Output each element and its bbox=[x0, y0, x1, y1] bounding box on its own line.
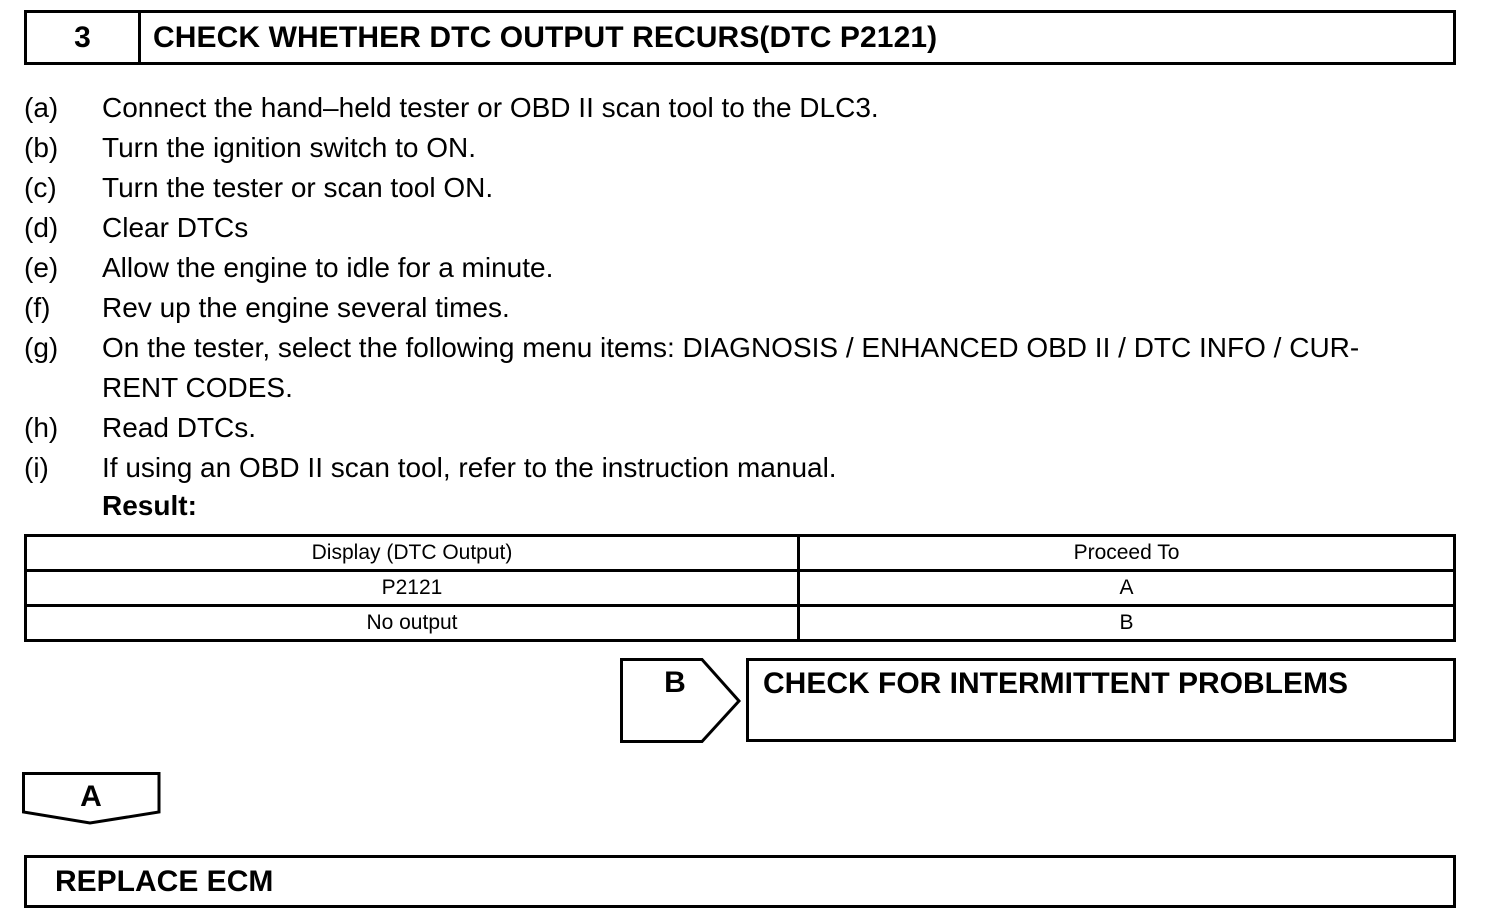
procedure-step-b bbox=[24, 128, 1464, 168]
procedure-step-letter: (h) bbox=[24, 412, 59, 443]
procedure-step-text-line1: On the tester, select the following menu items: DIAGNOSIS / ENHANCED OBD II / DTC INFO / CUR- bbox=[102, 332, 1360, 363]
procedure-list bbox=[24, 88, 1464, 488]
procedure-step-text: Turn the ignition switch to ON. bbox=[102, 132, 477, 163]
procedure-step-letter: (d) bbox=[24, 212, 59, 243]
procedure-step-h bbox=[24, 408, 1464, 448]
result-label: Result: bbox=[102, 490, 197, 521]
procedure-step-letter: (i) bbox=[24, 452, 49, 483]
table-header-row bbox=[26, 536, 1455, 571]
procedure-step-e bbox=[24, 248, 1464, 288]
procedure-step-i bbox=[24, 448, 1464, 488]
procedure-step-letter: (e) bbox=[24, 252, 59, 283]
branch-b-letter: B bbox=[664, 666, 686, 699]
table-row bbox=[26, 606, 1455, 641]
procedure-step-text: Allow the engine to idle for a minute. bbox=[102, 252, 554, 283]
procedure-step-text: Clear DTCs bbox=[102, 212, 249, 243]
branch-b-tag bbox=[620, 658, 742, 744]
procedure-step-letter: (c) bbox=[24, 172, 57, 203]
table-cell: A bbox=[799, 571, 1455, 606]
procedure-step-text: Read DTCs. bbox=[102, 412, 257, 443]
procedure-step-g bbox=[24, 328, 1464, 408]
table-header-cell: Display (DTC Output) bbox=[26, 536, 799, 571]
branch-a-tag bbox=[22, 772, 162, 826]
table-cell: No output bbox=[26, 606, 799, 641]
procedure-step-text: Turn the tester or scan tool ON. bbox=[102, 172, 494, 203]
table-cell: P2121 bbox=[26, 571, 799, 606]
branch-b-action: CHECK FOR INTERMITTENT PROBLEMS bbox=[746, 658, 1456, 742]
procedure-step-c bbox=[24, 168, 1464, 208]
table-row bbox=[26, 571, 1455, 606]
procedure-step-text-line2: RENT CODES. bbox=[102, 372, 293, 403]
step-number: 3 bbox=[27, 13, 141, 62]
table-header-cell: Proceed To bbox=[799, 536, 1455, 571]
procedure-step-letter: (b) bbox=[24, 132, 59, 163]
procedure-step-text: Connect the hand–held tester or OBD II scan tool to the DLC3. bbox=[102, 92, 879, 123]
procedure-step-text: If using an OBD II scan tool, refer to the instruction manual. bbox=[102, 452, 837, 483]
procedure-step-text: Rev up the engine several times. bbox=[102, 292, 510, 323]
procedure-step-letter: (a) bbox=[24, 92, 59, 123]
procedure-step-letter: (g) bbox=[24, 332, 59, 363]
table-cell: B bbox=[799, 606, 1455, 641]
procedure-step-f bbox=[24, 288, 1464, 328]
procedure-step-d bbox=[24, 208, 1464, 248]
procedure-step-a bbox=[24, 88, 1464, 128]
step-header bbox=[24, 10, 1456, 65]
branch-a-action: REPLACE ECM bbox=[24, 855, 1456, 908]
result-table bbox=[24, 534, 1456, 642]
procedure-step-letter: (f) bbox=[24, 292, 51, 323]
branch-a-letter: A bbox=[80, 780, 102, 813]
step-title: CHECK WHETHER DTC OUTPUT RECURS(DTC P2121) bbox=[153, 20, 938, 54]
procedure-step-text bbox=[102, 328, 1464, 408]
